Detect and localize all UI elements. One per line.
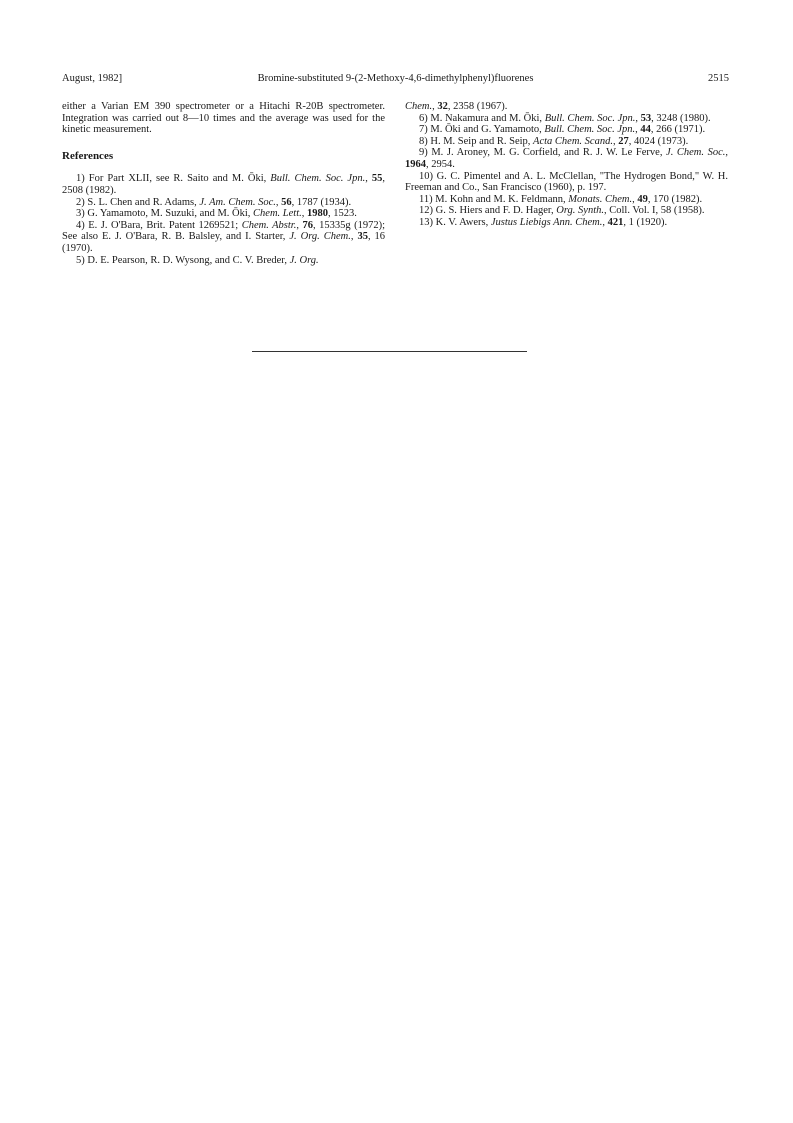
reference-text: 1980	[307, 208, 329, 220]
intro-paragraph: either a Varian EM 390 spectrometer or a Hitachi R-20B spectrometer. Integration was carried out 8—10 times and the average was used for the kinetic measurement.	[62, 101, 385, 136]
reference-text: ,	[602, 216, 608, 228]
reference-text: 55	[371, 173, 383, 185]
reference-item	[62, 220, 385, 255]
reference-text: J. Chem. Soc.	[666, 147, 726, 159]
reference-text: ,	[632, 193, 638, 205]
reference-item	[62, 255, 385, 267]
right-column	[405, 101, 728, 229]
reference-text: ,	[432, 101, 438, 112]
reference-text: , 15335g (1972); See also E. J. O'Bara, R. B. Balsley, and I. Starter,	[62, 219, 385, 243]
reference-text: ,	[612, 135, 619, 147]
left-column	[62, 101, 385, 266]
running-header	[62, 72, 729, 86]
reference-text: , 266 (1971).	[650, 124, 706, 136]
reference-text: 6) M. Nakamura and M. Ōki,	[419, 112, 545, 124]
reference-text: , 170 (1982).	[647, 193, 703, 205]
reference-text: Chem. Lett.	[253, 208, 302, 220]
reference-text: 3) G. Yamamoto, M. Suzuki, and M. Ōki,	[76, 208, 254, 220]
reference-text: 12) G. S. Hiers and F. D. Hager,	[419, 205, 557, 217]
reference-text: ,	[635, 112, 641, 124]
reference-text: ,	[350, 231, 358, 243]
reference-text: Bull. Chem. Soc. Jpn.	[544, 124, 636, 136]
reference-text: 421	[607, 216, 624, 228]
reference-text: 53	[640, 112, 652, 124]
header-date: August, 1982]	[62, 73, 123, 84]
reference-item	[405, 124, 728, 136]
reference-item	[405, 171, 728, 194]
reference-text: Acta Chem. Scand.	[533, 135, 613, 147]
reference-text: 4) E. J. O'Bara, Brit. Patent 1269521;	[76, 219, 242, 231]
reference-text: , 1 (1920).	[623, 216, 668, 228]
reference-text: 1) For Part XLII, see R. Saito and M. Ōki,	[76, 173, 271, 185]
reference-text: ,	[365, 173, 372, 185]
reference-text: , 2508 (1982).	[62, 173, 385, 196]
reference-text: Bull. Chem. Soc. Jpn.	[544, 112, 636, 124]
reference-text: Justus Liebigs Ann. Chem.	[490, 216, 603, 228]
reference-text: 49	[637, 193, 648, 205]
reference-text: Chem. Abstr.	[241, 219, 297, 231]
reference-text: Bull. Chem. Soc. Jpn.	[270, 173, 366, 185]
references-heading: References	[62, 149, 114, 162]
reference-item	[405, 194, 728, 206]
reference-text: 44	[640, 124, 651, 136]
reference-text: 2) S. L. Chen and R. Adams,	[76, 196, 200, 208]
reference-text: , 16 (1970).	[62, 231, 386, 254]
reference-text: 27	[618, 135, 629, 147]
reference-item	[405, 136, 728, 148]
reference-text: , 2358 (1967).	[447, 101, 508, 112]
reference-text: J. Org.	[289, 254, 319, 266]
reference-text: , 2954.	[426, 158, 455, 170]
reference-text: , 1523.	[328, 208, 357, 220]
reference-item	[405, 113, 728, 125]
reference-item	[405, 217, 728, 229]
reference-item	[405, 205, 728, 217]
reference-text: , 1787 (1934).	[291, 196, 352, 208]
reference-text: ,	[296, 219, 303, 231]
reference-text: ,	[301, 208, 308, 220]
reference-text: 13) K. V. Awers,	[419, 216, 491, 228]
reference-text: Monats. Chem.	[568, 193, 633, 205]
reference-text: 56	[281, 196, 292, 208]
page-number: 2515	[708, 73, 729, 84]
reference-text: Chem.	[405, 101, 433, 112]
reference-item	[62, 208, 385, 220]
reference-text: 35	[357, 231, 368, 243]
reference-text: 32	[437, 101, 448, 112]
reference-item-continued	[405, 101, 728, 113]
reference-list-right	[405, 101, 728, 229]
reference-text: Org. Synth.	[556, 205, 604, 217]
reference-item	[62, 197, 385, 209]
reference-text: 7) M. Ōki and G. Yamamoto,	[419, 124, 545, 136]
reference-text: J. Org. Chem.	[289, 231, 351, 243]
reference-text: 1964	[405, 158, 426, 170]
reference-text: ,	[275, 196, 282, 208]
end-rule	[252, 351, 527, 352]
reference-item	[62, 173, 385, 196]
reference-text: , 4024 (1973).	[628, 135, 689, 147]
reference-text: ,	[725, 147, 728, 159]
reference-item	[405, 147, 728, 170]
reference-text: J. Am. Chem. Soc.	[199, 196, 276, 208]
header-title: Bromine-substituted 9-(2-Methoxy-4,6-dimethylphenyl)fluorenes	[257, 73, 534, 84]
reference-text: 5) D. E. Pearson, R. D. Wysong, and C. V. Breder,	[76, 254, 290, 266]
reference-text: 76	[302, 219, 313, 231]
reference-text: 9) M. J. Aroney, M. G. Corfield, and R. J. W. Le Ferve,	[419, 147, 667, 159]
reference-text: 10) G. C. Pimentel and A. L. McClellan, "The Hydrogen Bond," W. H. Freeman and Co., San Francisco (1960), p. 197.	[405, 170, 728, 194]
reference-list-left	[62, 173, 385, 266]
reference-text: 11) M. Kohn and M. K. Feldmann,	[419, 193, 569, 205]
reference-text: ,	[635, 124, 641, 136]
reference-text: , Coll. Vol. I, 58 (1958).	[604, 205, 705, 217]
reference-text: 8) H. M. Seip and R. Seip,	[419, 135, 534, 147]
reference-text: , 3248 (1980).	[651, 112, 711, 124]
